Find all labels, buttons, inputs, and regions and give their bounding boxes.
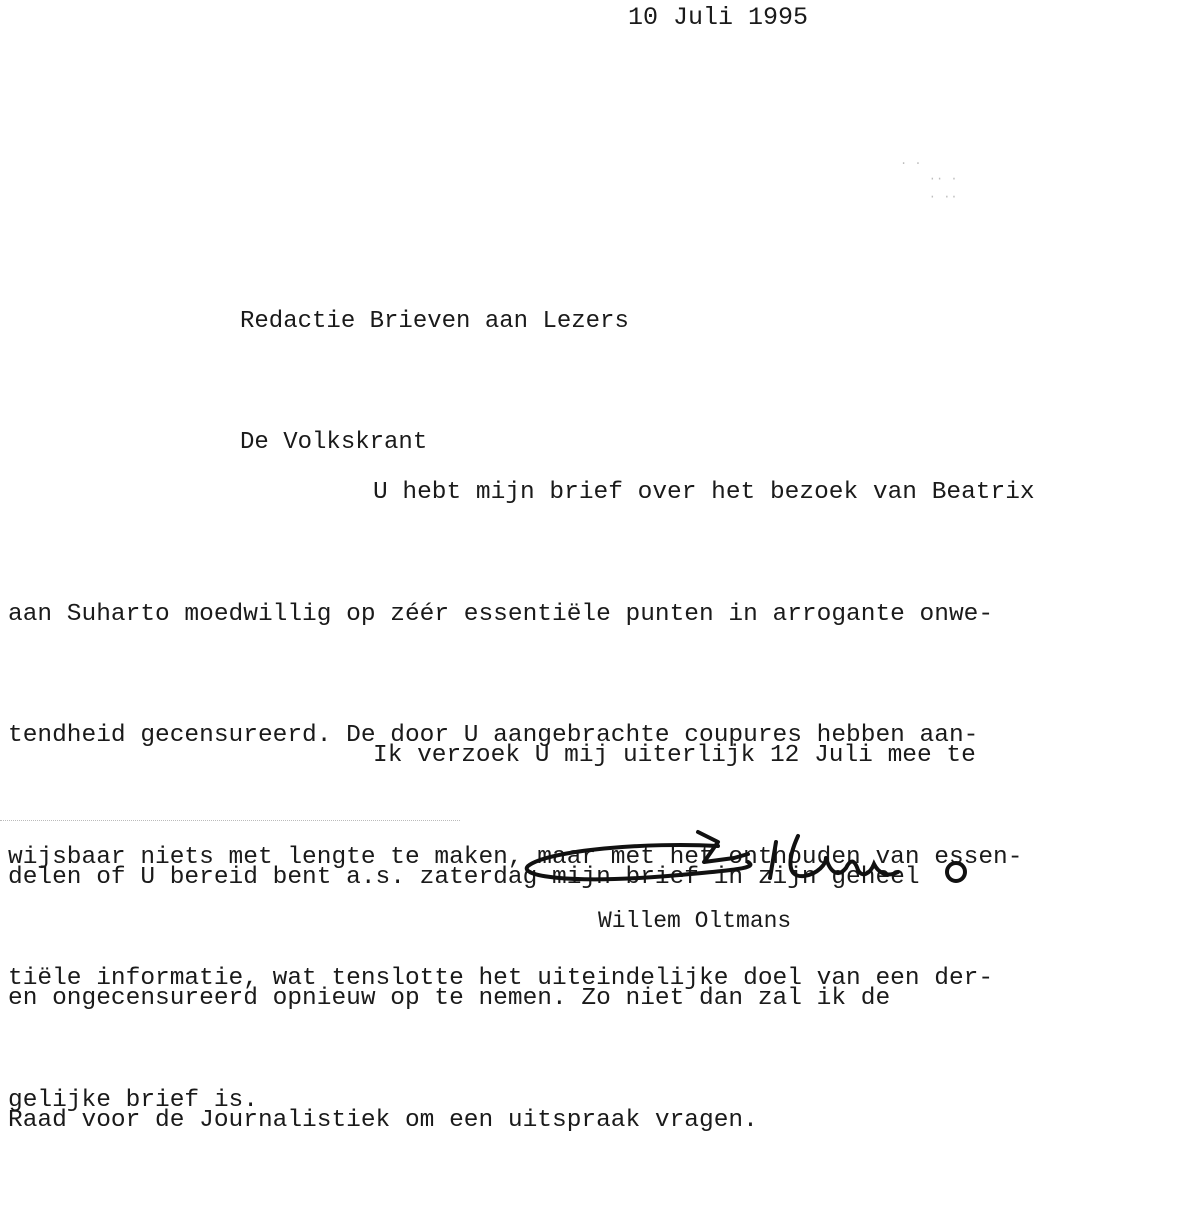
text-line: U hebt mijn brief over het bezoek van Beatrix xyxy=(373,479,1035,506)
text-line: tendheid gecensureerd. De door U aangebrachte coupures hebben aan- xyxy=(8,722,979,749)
paragraph-2 xyxy=(8,655,976,1222)
text-line: aan Suharto moedwillig op zéér essentiële punten in arrogante onwe- xyxy=(8,600,994,628)
text-line: wijsbaar niets met lengte te maken, maar met het onthouden van essen- xyxy=(8,843,1023,871)
letter-date: 10 Juli 1995 xyxy=(628,3,809,32)
text-line: Raad voor de Journalistiek om een uitspraak vragen. xyxy=(8,1106,758,1134)
signer-name: Willem Oltmans xyxy=(598,908,792,934)
text-line: tiële informatie, wat tenslotte het uiteindelijke doel van een der- xyxy=(8,965,994,992)
scan-noise-line xyxy=(0,820,460,823)
text-line: delen of U bereid bent a.s. zaterdag mijn brief in zijn geheel xyxy=(8,863,920,891)
addressee-line: De Volkskrant xyxy=(240,428,428,456)
scan-artifact: . . ·· · · ·· xyxy=(900,154,958,204)
text-line: Ik verzoek U mij uiterlijk 12 Juli mee te xyxy=(373,742,976,769)
text-line: en ongecensureerd opnieuw op te nemen. Zo niet dan zal ik de xyxy=(8,985,891,1012)
text-line: gelijke brief is. xyxy=(8,1086,258,1114)
signature xyxy=(508,828,988,908)
addressee-line: Redactie Brieven aan Lezers xyxy=(240,308,629,335)
